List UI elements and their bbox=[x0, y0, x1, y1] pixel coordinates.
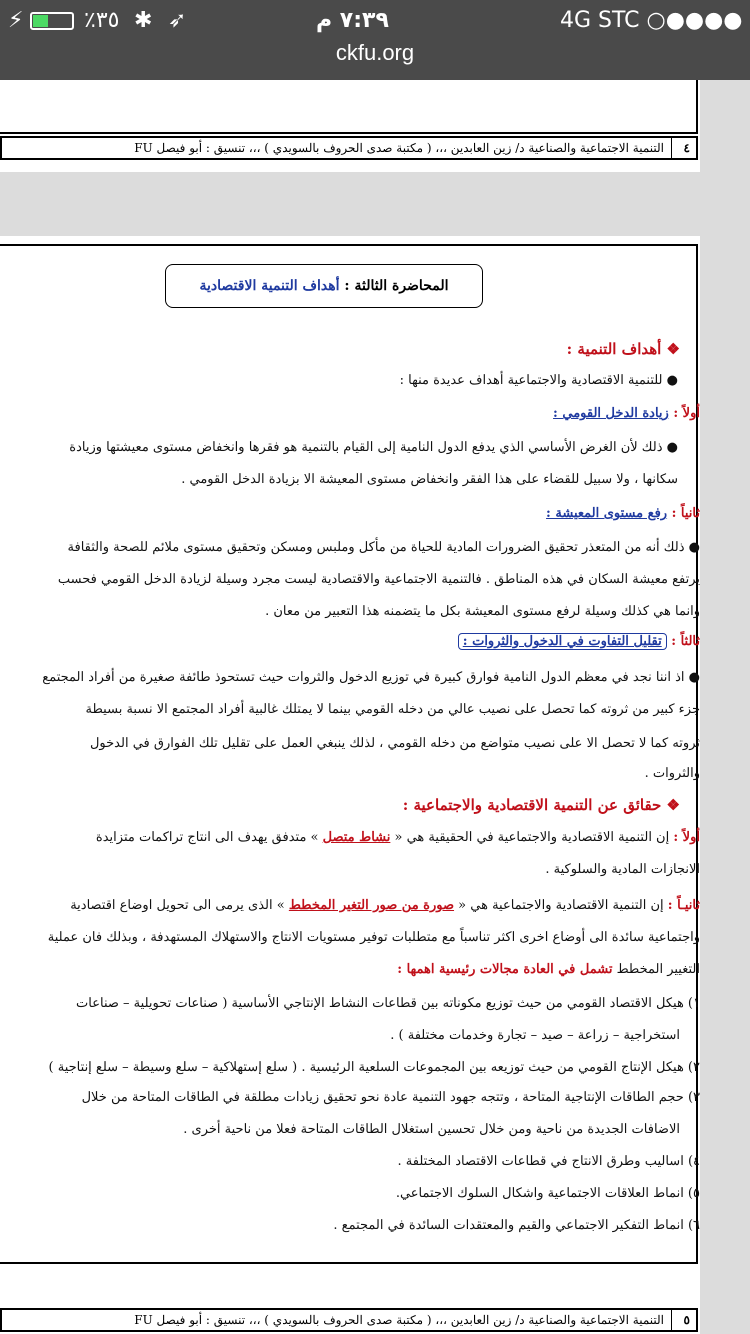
fact-highlight: نشاط متصل bbox=[322, 830, 391, 845]
fact-2-subhead bbox=[397, 962, 700, 977]
location-icon: ➶ bbox=[168, 8, 187, 33]
bluetooth-icon: ✱ bbox=[134, 8, 153, 33]
list-item: ٤) اساليب وطرق الانتاج في قطاعات الاقتصاد المختلفة . bbox=[397, 1154, 700, 1169]
lecture-label: المحاضرة الثالثة : bbox=[344, 278, 449, 294]
carrier: 4G STC ○●●●● bbox=[560, 8, 743, 33]
charging-icon: ⚡ bbox=[8, 8, 24, 33]
url-bar[interactable]: ckfu.org bbox=[335, 40, 415, 65]
fact-2-line bbox=[70, 898, 700, 913]
status-bar bbox=[0, 0, 750, 80]
fact-highlight: تشمل في العادة مجالات رئيسية اهمها : bbox=[397, 962, 613, 977]
goal-title: زيادة الدخل القومي : bbox=[553, 406, 669, 421]
paragraph-line: ● ذلك لأن الغرض الأساسي الذي يدفع الدول النامية إلى القيام بالتنمية هو فقرها وانخفاض مستوى معيشتها وزيادة bbox=[69, 440, 678, 455]
list-item: ١) هيكل الاقتصاد القومي من حيث توزيع مكوناته بين قطاعات النشاط الإنتاجي الأساسية ( صناعات تحويلية – صناعات bbox=[76, 996, 700, 1011]
list-item: ٢) هيكل الإنتاج القومي من حيث توزيعه بين المجموعات السلعية الرئيسية . ( سلع إستهلاكية – سلع وسيطة – سلع إنتاجية ) bbox=[48, 1060, 700, 1075]
section-heading: ❖ حقائق عن التنمية الاقتصادية والاجتماعية : bbox=[402, 796, 680, 814]
page-number: ٥ bbox=[683, 1313, 690, 1327]
paragraph-line: واجتماعية سائدة الى أوضاع اخرى اكثر تناسباً مع متطلبات توفير مستويات الانتاج والاستهلاك المستهدفة ، وبذلك فان عملية bbox=[47, 930, 700, 945]
page-footer bbox=[0, 136, 698, 160]
paragraph-line: ● ذلك أنه من المتعذر تحقيق الضرورات المادية للحياة من مأكل وملبس ومسكن وتحقيق مستوى ملائم للصحة والثقافة bbox=[67, 540, 700, 555]
fact-text: » الذى يرمى الى تحويل اوضاع اقتصادية bbox=[70, 898, 285, 913]
goal-3-heading bbox=[458, 634, 700, 649]
fact-text: إن التنمية الاقتصادية والاجتماعية هي « bbox=[458, 898, 664, 913]
paragraph-line: يرتفع معيشة السكان في هذه المناطق . فالتنمية الاجتماعية والاقتصادية ليست مجرد وسيلة لزيادة الدخل القومي فحسب bbox=[57, 572, 700, 587]
fact-number: أولاً : bbox=[673, 830, 700, 845]
paragraph-line: والثروات . bbox=[644, 766, 700, 781]
fact-highlight: صورة من صور التغير المخطط bbox=[288, 898, 455, 913]
paragraph-line: سكانها ، ولا سبيل للقضاء على هذا الفقر وانخفاض مستوى المعيشة الا بزيادة الدخل القومي . bbox=[181, 472, 678, 487]
goal-number: ثانياً : bbox=[671, 506, 700, 521]
section-heading: ❖ أهداف التنمية : bbox=[566, 340, 680, 358]
paragraph-line: وانما هي كذلك وسيلة لرفع مستوى المعيشة بكل ما يتضمنه هذا التعبير من معان . bbox=[265, 604, 700, 619]
page-5 bbox=[0, 236, 700, 1334]
fact-text: التغيير المخطط bbox=[616, 962, 700, 977]
footer-text: التنمية الاجتماعية والصناعية د/ زين العابدين ،،، ( مكتبة صدى الحروف بالسويدي ) ،،، تنسيق : أبو فيصل FU bbox=[134, 141, 664, 155]
goal-2-heading bbox=[546, 506, 700, 521]
paragraph-line: ● اذ اننا نجد في معظم الدول النامية فوارق كبيرة في توزيع الدخول والثروات حيث تستحوذ طائفة صغيرة من أفراد المجتمع bbox=[42, 670, 700, 685]
clock: ٧:٣٩ م bbox=[316, 8, 389, 33]
fact-1-line bbox=[96, 830, 700, 845]
goal-title: رفع مستوى المعيشة : bbox=[546, 506, 668, 521]
list-item: ٦) انماط التفكير الاجتماعي والقيم والمعتقدات السائدة في المجتمع . bbox=[333, 1218, 700, 1233]
goal-title: تقليل التفاوت في الدخول والثروات : bbox=[458, 633, 667, 650]
fact-text: إن التنمية الاقتصادية والاجتماعية في الحقيقية هي « bbox=[394, 830, 670, 845]
footer-text: التنمية الاجتماعية والصناعية د/ زين العابدين ،،، ( مكتبة صدى الحروف بالسويدي ) ،،، تنسيق : أبو فيصل FU bbox=[134, 1313, 664, 1327]
page-frame bbox=[0, 244, 698, 1264]
fact-text: » متدفق يهدف الى انتاج تراكمات متزايدة bbox=[95, 830, 319, 845]
lecture-title-box bbox=[165, 264, 483, 308]
paragraph-line: جزء كبير من ثروته كما تحصل على نصيب عالي من دخله القومي بينما لا يمتلك غالبية أفراد المجتمع الا نسبة بسيطة bbox=[85, 702, 700, 717]
footer-divider bbox=[671, 138, 672, 158]
battery-icon bbox=[30, 12, 74, 30]
paragraph-line: الانجازات المادية والسلوكية . bbox=[545, 862, 700, 877]
page-frame bbox=[0, 80, 698, 134]
paragraph-line: ثروته كما لا تحصل الا على نصيب متواضع من دخله القومي ، لذلك ينبغي العمل على تقليل تلك الفوارق في الدخول bbox=[89, 736, 700, 751]
page-number: ٤ bbox=[683, 141, 690, 155]
list-item: ٥) انماط العلاقات الاجتماعية واشكال السلوك الاجتماعي. bbox=[395, 1186, 700, 1201]
page-4 bbox=[0, 80, 700, 172]
goal-number: ثالثاً : bbox=[671, 634, 700, 649]
list-item: ٣) حجم الطاقات الإنتاجية المتاحة ، وتتجه جهود التنمية عادة نحو تحقيق زيادات مطلقة في الطاقات المتاحة من خلال bbox=[81, 1090, 700, 1105]
section-intro: ● للتنمية الاقتصادية والاجتماعية أهداف عديدة منها : bbox=[399, 373, 678, 388]
fact-number: ثانيـاً : bbox=[667, 898, 700, 913]
goal-number: أولاً : bbox=[673, 406, 700, 421]
list-item: استخراجية – زراعة – صيد – تجارة وخدمات مختلفة ) . bbox=[390, 1028, 680, 1043]
page-footer bbox=[0, 1308, 698, 1332]
footer-divider bbox=[671, 1310, 672, 1330]
lecture-topic: أهداف التنمية الاقتصادية bbox=[199, 278, 340, 294]
battery-percent: ٪٣٥ bbox=[84, 8, 120, 33]
goal-1-heading bbox=[553, 406, 700, 421]
list-item: الاضافات الجديدة من ناحية ومن خلال تحسين استغلال الطاقات المتاحة فعلا من ناحية أخرى . bbox=[183, 1122, 680, 1137]
